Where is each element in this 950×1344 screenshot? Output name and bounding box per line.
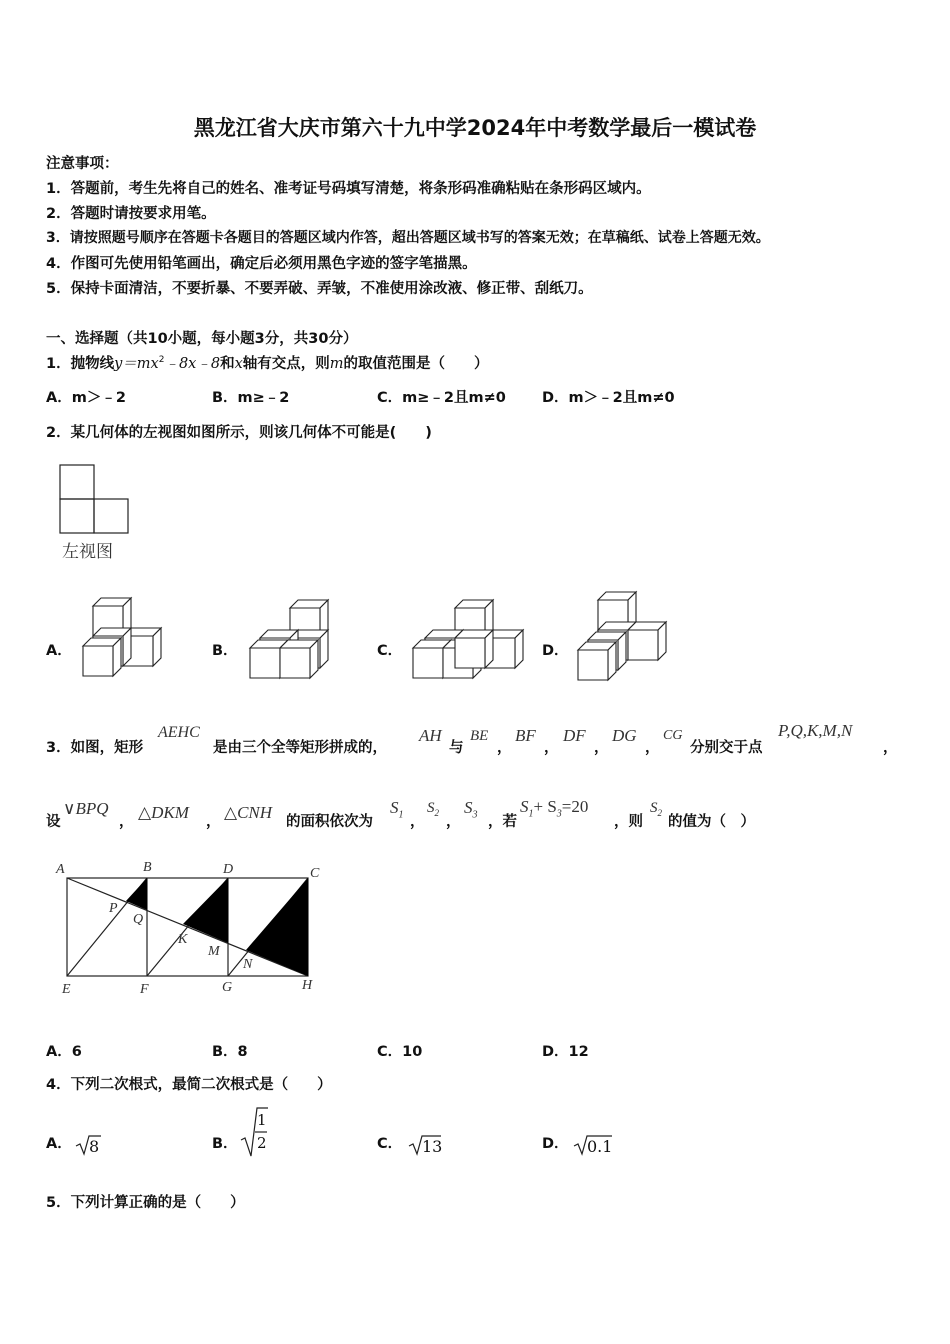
q3-p1: 3．如图，矩形 bbox=[46, 740, 144, 756]
q4-b-denominator: 2 bbox=[257, 1134, 267, 1152]
q3-comma: ， bbox=[544, 740, 559, 756]
label-n: N bbox=[243, 957, 253, 972]
q3-yu: 与 bbox=[449, 740, 464, 756]
q1-mid2: 轴有交点，则 bbox=[242, 356, 330, 372]
q3-be: BE bbox=[470, 728, 489, 744]
q3-p2b: 的面积依次为 bbox=[286, 814, 373, 830]
q3-comma: ， bbox=[645, 740, 660, 756]
label-b: B bbox=[143, 860, 152, 875]
q3-aehc: AEHC bbox=[158, 724, 200, 741]
label-k: K bbox=[178, 932, 188, 947]
question-4: 4．下列二次根式，最简二次根式是（ ） bbox=[46, 1077, 332, 1093]
label-m: M bbox=[208, 944, 220, 959]
option-c: C．m≥﹣2且m≠0 bbox=[377, 390, 506, 406]
option-b: B．8 bbox=[212, 1044, 248, 1060]
page-title: 黑龙江省大庆市第六十九中学2024年中考数学最后一模试卷 bbox=[193, 116, 757, 140]
label-e: E bbox=[62, 982, 71, 997]
q3-comma: ， bbox=[410, 814, 425, 830]
q3-s3: $S_3$ bbox=[464, 798, 478, 821]
q2-label-b: B． bbox=[212, 643, 238, 659]
option-b: B．m≥﹣2 bbox=[212, 390, 290, 406]
option-d: D．12 bbox=[542, 1044, 589, 1060]
q3-comma: ， bbox=[497, 740, 512, 756]
q1-sup: 2 bbox=[158, 355, 165, 366]
q3-s2b: $S_2$ bbox=[650, 800, 662, 818]
q2-label-a: A． bbox=[46, 643, 72, 659]
q3-sum-expr: $S_1+ S_3=20$ bbox=[520, 797, 589, 820]
q4-label-c: C． bbox=[377, 1136, 403, 1152]
option-c: C．10 bbox=[377, 1044, 423, 1060]
q3-dkm: △DKM bbox=[138, 803, 189, 822]
notice-item: 5．保持卡面清洁，不要折暴、不要弄破、弄皱，不准使用涂改液、修正带、刮纸刀。 bbox=[46, 281, 593, 297]
label-a: A bbox=[56, 862, 65, 877]
q3-s2: $S_2$ bbox=[427, 800, 439, 818]
label-p: P bbox=[109, 901, 118, 916]
label-d: D bbox=[223, 862, 234, 877]
q3-s1: $S_1$ bbox=[390, 798, 404, 821]
q3-she: 设 bbox=[46, 814, 61, 830]
option-a: A．6 bbox=[46, 1044, 82, 1060]
notice-item: 4．作图可先使用铅笔画出，确定后必须用黑色字迹的签字笔描黑。 bbox=[46, 256, 477, 272]
left-view-caption: 左视图 bbox=[62, 542, 113, 562]
q3-dg: DG bbox=[612, 726, 637, 745]
q3-comma: ， bbox=[206, 814, 221, 830]
q3-cnh: △CNH bbox=[224, 803, 273, 822]
q1-formula: y＝mx bbox=[114, 356, 159, 372]
label-f: F bbox=[140, 982, 149, 997]
q1-m: m bbox=[329, 356, 344, 372]
q3-ruo: ，若 bbox=[488, 814, 517, 830]
q1-suffix: 的取值范围是（ ） bbox=[343, 356, 489, 372]
label-h: H bbox=[302, 978, 313, 993]
q1-mid: 和 bbox=[220, 356, 235, 372]
q3-comma: ， bbox=[446, 814, 461, 830]
q3-bf: BF bbox=[515, 726, 536, 745]
label-q: Q bbox=[133, 912, 144, 927]
notice-item: 2．答题时请按要求用笔。 bbox=[46, 206, 216, 222]
q3-ah: AH bbox=[419, 726, 442, 745]
notice-heading: 注意事项： bbox=[46, 156, 119, 172]
q3-bpq: ∨BPQ bbox=[63, 799, 109, 818]
option-d: D．m＞﹣2且m≠0 bbox=[542, 390, 675, 406]
section-heading: 一、选择题（共10小题，每小题3分，共30分） bbox=[46, 331, 358, 347]
option-a: A．m＞﹣2 bbox=[46, 390, 126, 406]
q3-comma: ， bbox=[119, 814, 134, 830]
question-5: 5．下列计算正确的是（ ） bbox=[46, 1195, 245, 1211]
q4-label-d: D． bbox=[542, 1136, 569, 1152]
q1-prefix: 1．抛物线 bbox=[46, 356, 115, 372]
q1-x: x bbox=[234, 356, 243, 372]
q2-label-c: C． bbox=[377, 643, 403, 659]
q1-formula2: ﹣8x﹣8 bbox=[164, 356, 221, 372]
q3-df: DF bbox=[563, 726, 586, 745]
q4-c-radicand: 13 bbox=[422, 1137, 443, 1156]
q3-p2: 是由三个全等矩形拼成的， bbox=[213, 740, 387, 756]
label-c: C bbox=[310, 866, 320, 881]
q4-a-radicand: 8 bbox=[89, 1137, 100, 1156]
q3-comma: ， bbox=[594, 740, 609, 756]
q4-b-numerator: 1 bbox=[257, 1111, 267, 1129]
q3-comma: ， bbox=[883, 740, 898, 756]
q3-p3: 分别交于点 bbox=[690, 740, 763, 756]
q3-cg: CG bbox=[663, 728, 683, 743]
q3-points: P,Q,K,M,N bbox=[778, 721, 853, 740]
q4-label-a: A． bbox=[46, 1136, 72, 1152]
q4-label-b: B． bbox=[212, 1136, 238, 1152]
q2-label-d: D． bbox=[542, 643, 569, 659]
q3-p3b: 的值为（ ） bbox=[668, 814, 755, 830]
q3-ze: ，则 bbox=[614, 814, 643, 830]
notice-item: 3．请按照题号顺序在答题卡各题目的答题区域内作答，超出答题区域书写的答案无效；在草稿纸、试卷上答题无效。 bbox=[46, 230, 770, 246]
question-2: 2．某几何体的左视图如图所示，则该几何体不可能是( ) bbox=[46, 425, 432, 441]
label-g: G bbox=[222, 980, 233, 995]
q4-d-radicand: 0.1 bbox=[587, 1137, 613, 1156]
notice-item: 1．答题前，考生先将自己的姓名、准考证号码填写清楚，将条形码准确粘贴在条形码区域内。 bbox=[46, 181, 651, 197]
